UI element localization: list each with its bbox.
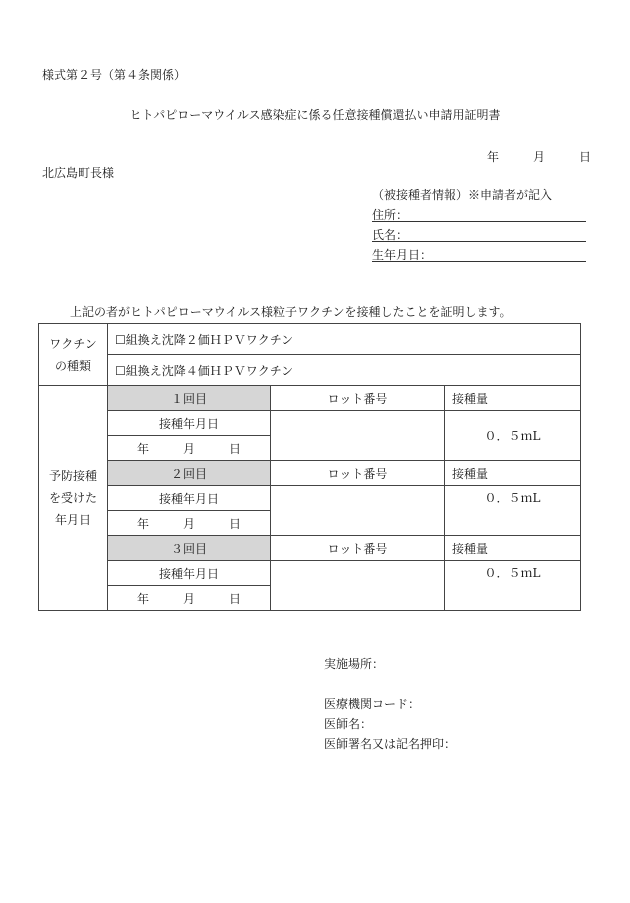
lot-number-field-1[interactable] (271, 411, 445, 461)
vaccine-option-bivalent[interactable]: ☐組換え沈降２価ＨＰＶワクチン (108, 324, 581, 355)
vaccine-option-quadrivalent[interactable]: ☐組換え沈降４価ＨＰＶワクチン (108, 355, 581, 386)
doctor-signature-label: 医師署名又は記名押印： (324, 737, 457, 751)
lot-number-field-3[interactable] (271, 561, 445, 611)
dose-amount-1: ０．５ｍL (445, 411, 581, 461)
form-number: 様式第２号（第４条関係） (42, 68, 187, 82)
vaccination-date-label-3: 接種年月日 (108, 561, 271, 586)
recipient-info-heading: （被接種者情報）※申請者が記入 (372, 188, 553, 202)
vaccination-table (38, 323, 581, 611)
dose-round-1: １回目 (108, 386, 271, 411)
vaccine-type-label: ワクチン の種類 (39, 324, 108, 386)
address-field-label: 住所： (372, 208, 409, 222)
doctor-name-label: 医師名： (324, 717, 373, 731)
vaccination-date-label-2: 接種年月日 (108, 486, 271, 511)
birthdate-field-label: 生年月日： (372, 248, 433, 262)
name-field-label: 氏名： (372, 228, 409, 242)
addressee: 北広島町長様 (42, 166, 115, 180)
document-title: ヒトパピローマウイルス感染症に係る任意接種償還払い申請用証明書 (129, 108, 501, 122)
date-month-label: 月 (532, 150, 545, 164)
vaccination-date-field-1[interactable]: 年 月 日 (108, 436, 271, 461)
lot-number-label-1: ロット番号 (271, 386, 445, 411)
birthdate-field-line[interactable] (372, 261, 586, 262)
lot-number-label-2: ロット番号 (271, 461, 445, 486)
dose-round-2: ２回目 (108, 461, 271, 486)
address-field-line[interactable] (372, 221, 586, 222)
vaccination-date-field-2[interactable]: 年 月 日 (108, 511, 271, 536)
dose-amount-label-3: 接種量 (445, 536, 581, 561)
vaccination-date-label: 予防接種 を受けた 年月日 (39, 386, 108, 611)
dose-amount-2: ０．５ｍL (445, 486, 581, 536)
vaccination-date-label-1: 接種年月日 (108, 411, 271, 436)
institution-code-label: 医療機関コード： (324, 697, 421, 711)
issue-date (470, 148, 608, 165)
certification-statement: 上記の者がヒトパピローマウイルス様粒子ワクチンを接種したことを証明します。 (70, 305, 512, 319)
vaccination-date-field-3[interactable]: 年 月 日 (108, 586, 271, 611)
lot-number-field-2[interactable] (271, 486, 445, 536)
dose-amount-label-1: 接種量 (445, 386, 581, 411)
lot-number-label-3: ロット番号 (271, 536, 445, 561)
place-label: 実施場所： (324, 657, 385, 671)
dose-amount-label-2: 接種量 (445, 461, 581, 486)
date-year-label: 年 (486, 150, 499, 164)
date-day-label: 日 (578, 150, 591, 164)
name-field-line[interactable] (372, 241, 586, 242)
dose-round-3: ３回目 (108, 536, 271, 561)
dose-amount-3: ０．５ｍL (445, 561, 581, 611)
